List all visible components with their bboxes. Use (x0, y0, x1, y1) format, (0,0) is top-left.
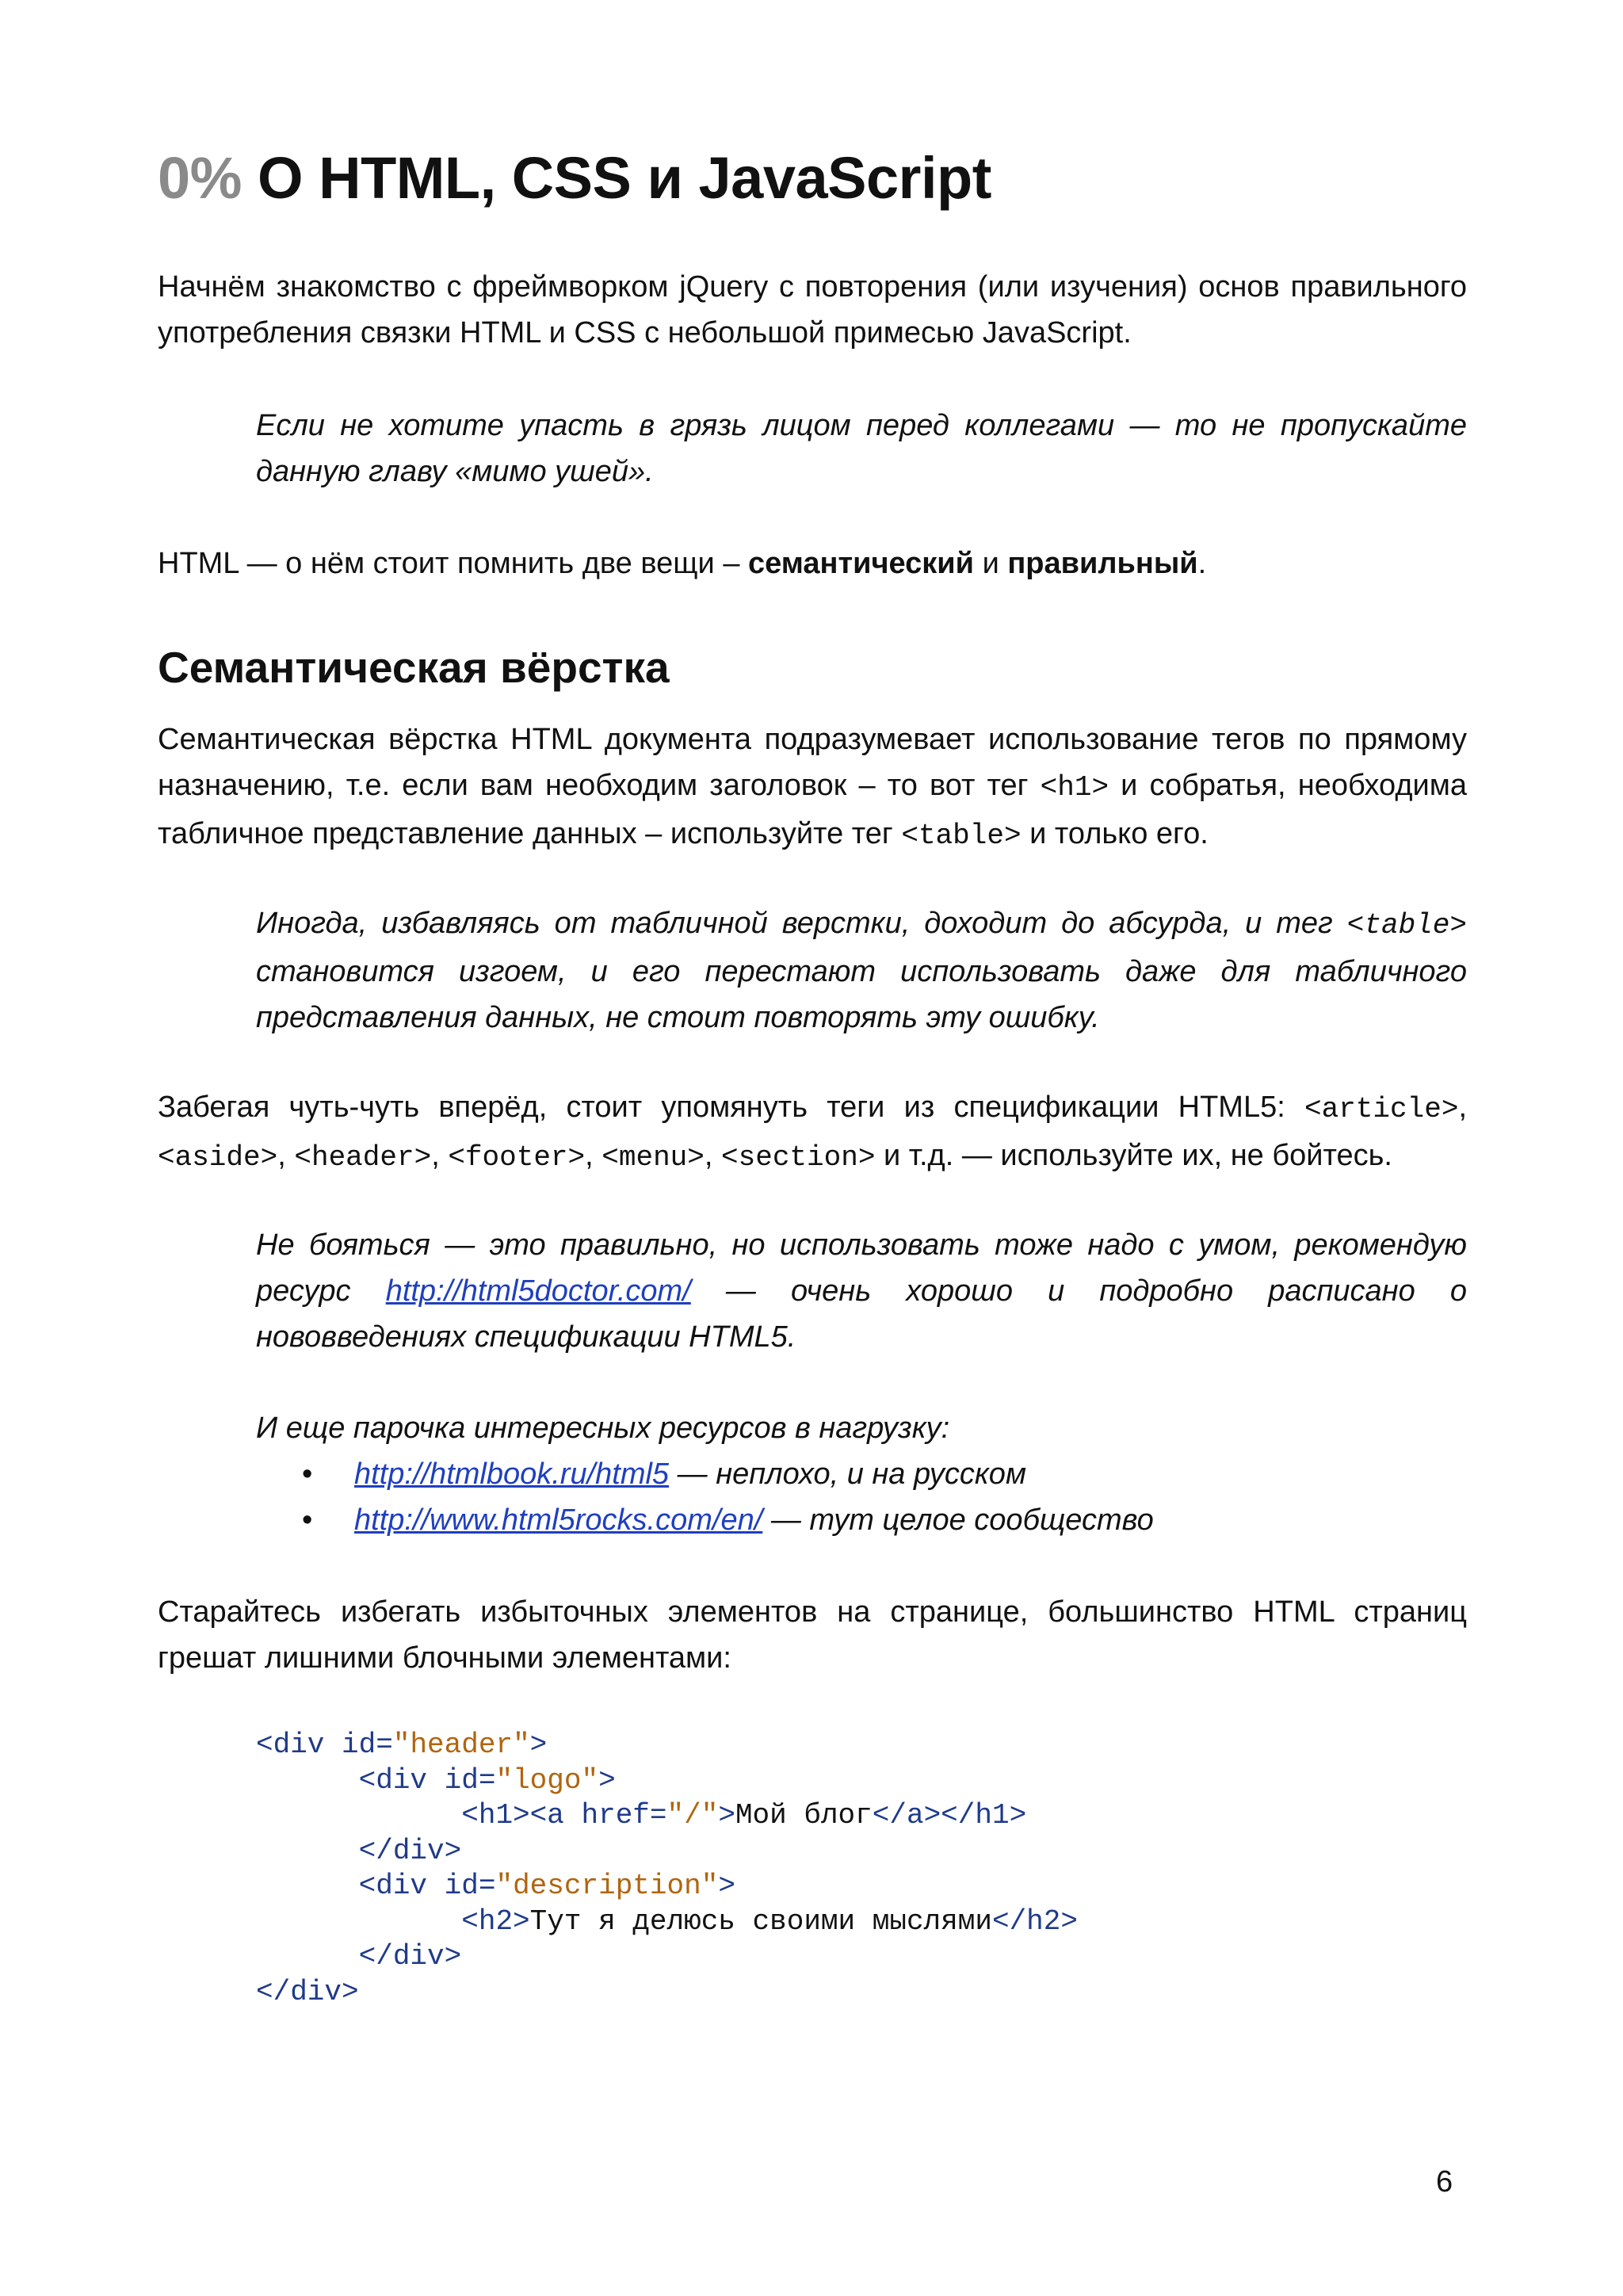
code-token: </a></h1> (872, 1799, 1027, 1832)
code-token: Мой блог (735, 1799, 873, 1832)
code-token: id= (444, 1870, 496, 1902)
code-token: id= (342, 1729, 393, 1761)
code-section: <section> (721, 1141, 876, 1174)
title-text: О HTML, CSS и JavaScript (258, 145, 991, 211)
code-menu: <menu> (601, 1141, 705, 1174)
code-footer: <footer> (448, 1141, 586, 1174)
link-html5rocks[interactable]: http://www.html5rocks.com/en/ (354, 1503, 763, 1537)
bold-correct: правильный (1007, 547, 1198, 580)
quote2-text-2: становится изгоем, и его перестают использовать даже для табличного представления данных, не стоит повторять эту ошибку. (256, 955, 1467, 1034)
quote2-text-1: Иногда, избавляясь от табличной верстки, доходит до абсурда, и тег (256, 907, 1347, 940)
code-table: <table> (901, 819, 1022, 852)
separator: , (704, 1139, 722, 1172)
intro-paragraph: Начнём знакомство с фреймворком jQuery с повторения (или изучения) основ правильного употребления связки HTML и CSS с небольшой примесью JavaScript. (158, 270, 1467, 350)
code-token: </div> (358, 1940, 462, 1973)
code-token: </div> (256, 1975, 359, 2008)
separator: , (277, 1139, 295, 1172)
semantic-text-1: Семантическая вёрстка HTML документа подразумевает использование тегов по прямому назначению, т.е. если вам необходим заголовок – то вот тег (158, 723, 1467, 802)
code-token: <div (256, 1729, 342, 1761)
code-token: <div (358, 1870, 445, 1902)
code-token: "/" (666, 1799, 719, 1832)
section-heading: Семантическая вёрстка (158, 643, 670, 692)
code-token: > (598, 1763, 616, 1797)
resource-note: — неплохо, и на русском (669, 1457, 1026, 1491)
html-rule-suffix: . (1197, 547, 1207, 580)
code-table-italic: <table> (1346, 909, 1467, 942)
html5-tags-paragraph (158, 1084, 1467, 1181)
semantic-paragraph (158, 716, 1467, 859)
code-token: "logo" (495, 1763, 599, 1797)
html-rule-mid: и (974, 547, 1008, 580)
code-h1: <h1> (1040, 771, 1109, 804)
code-token: </div> (358, 1834, 462, 1867)
quote-table-layout (256, 900, 1467, 1041)
avoid-paragraph: Старайтесь избегать избыточных элементов на странице, большинство HTML страниц грешат лишними блочными элементами: (158, 1595, 1467, 1675)
code-article: <article> (1304, 1093, 1459, 1125)
separator: , (585, 1139, 602, 1172)
bullet-icon: • (302, 1457, 313, 1491)
code-token: <h1> (461, 1799, 530, 1832)
code-token: <a (529, 1799, 582, 1832)
bold-semantic: семантический (748, 547, 975, 580)
link-htmlbook[interactable]: http://htmlbook.ru/html5 (354, 1457, 670, 1491)
code-token: "header" (392, 1729, 530, 1761)
resources-intro: И еще парочка интересных ресурсов в нагрузку: (256, 1412, 950, 1445)
link-html5doctor[interactable]: http://html5doctor.com/ (385, 1274, 691, 1308)
quote-html5doctor (256, 1222, 1467, 1360)
code-token: id= (444, 1763, 496, 1797)
html5-text-2: и т.д. — используйте их, не бойтесь. (875, 1139, 1392, 1172)
code-token: <div (358, 1763, 445, 1797)
code-token: > (529, 1729, 548, 1761)
code-aside: <aside> (158, 1141, 278, 1174)
separator: , (1458, 1091, 1467, 1124)
list-item (256, 1451, 1467, 1497)
code-token: href= (581, 1799, 667, 1832)
code-token: > (718, 1799, 735, 1832)
html-rule-paragraph (158, 541, 1467, 586)
resource-note: — тут целое сообщество (762, 1503, 1154, 1537)
semantic-text-2: и собратья, необходима табличное представление данных – используйте тег (158, 769, 1468, 850)
quote-skip-chapter: Если не хотите упасть в грязь лицом перед коллегами — то не пропускайте данную главу «мимо ушей». (256, 409, 1467, 488)
page-number: 6 (1436, 2165, 1453, 2199)
bullet-icon: • (302, 1503, 313, 1537)
progress-percent: 0% (158, 145, 242, 211)
list-item (256, 1497, 1467, 1543)
html-rule-prefix: HTML — о нём стоит помнить две вещи – (158, 547, 749, 580)
separator: , (431, 1139, 449, 1172)
code-block (256, 1728, 1078, 2010)
semantic-text-3: и только его. (1021, 817, 1209, 850)
quote3-text-1: Не бояться — это правильно, но использовать тоже надо с умом, рекомендую ресурс (256, 1228, 1467, 1308)
code-token: <h2> (461, 1904, 530, 1938)
resources-list (256, 1451, 1467, 1543)
quote3-text-2: — очень хорошо и подробно расписано о нововведениях спецификации HTML5. (256, 1274, 1467, 1354)
html5-text-1: Забегая чуть-чуть вперёд, стоит упомянуть теги из спецификации HTML5: (158, 1091, 1304, 1124)
code-token: "description" (495, 1870, 719, 1902)
code-token: > (718, 1870, 735, 1902)
code-header: <header> (294, 1141, 432, 1174)
code-token: </h2> (991, 1904, 1078, 1938)
code-token: Тут я делюсь своими мыслями (529, 1904, 992, 1938)
page-title (158, 144, 991, 212)
